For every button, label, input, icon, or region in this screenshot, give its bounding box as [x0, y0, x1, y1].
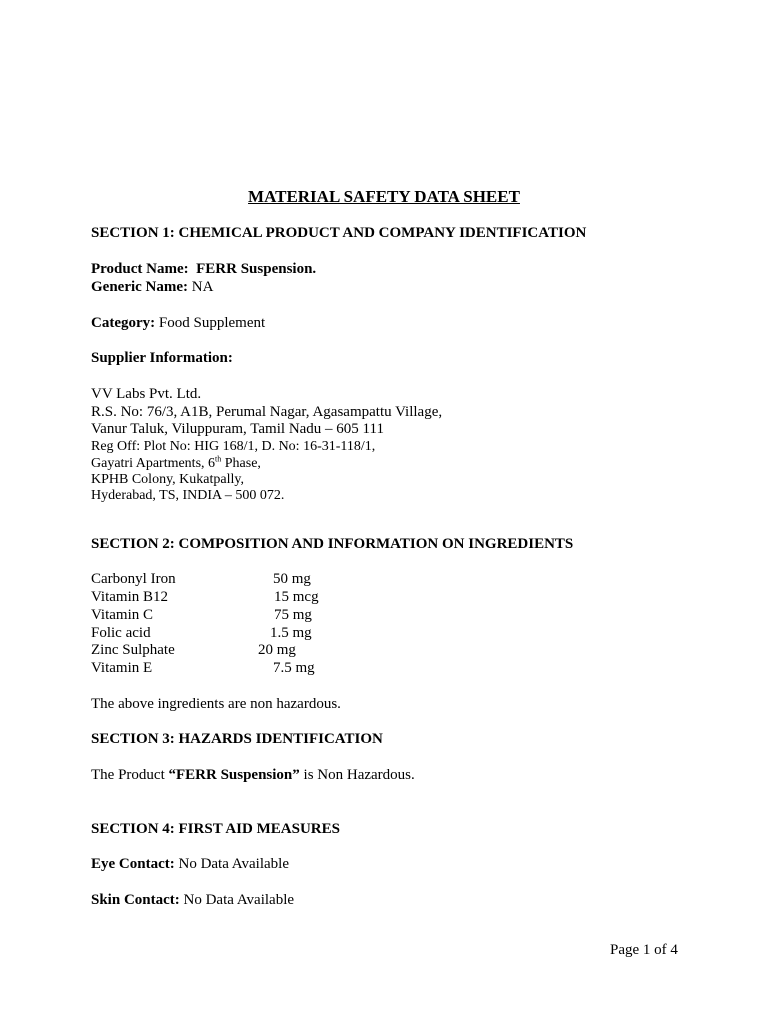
ordinal-suffix: th [215, 454, 222, 464]
gayatri-prefix: Gayatri Apartments, 6 [91, 456, 216, 471]
reg-office-line: Reg Off: Plot No: HIG 168/1, D. No: 16-31-118/1, [91, 439, 376, 454]
ingredient-amount: 7.5 mg [273, 660, 315, 676]
section1-heading: SECTION 1: CHEMICAL PRODUCT AND COMPANY IDENTIFICATION [91, 225, 587, 241]
hazard-suffix: is Non Hazardous. [299, 767, 415, 783]
gayatri-suffix: Phase, [221, 456, 261, 471]
ingredient-amount: 75 mg [274, 607, 312, 623]
hazard-statement [91, 768, 415, 783]
ingredient-name: Folic acid [91, 625, 151, 641]
ingredient-name: Vitamin B12 [91, 589, 169, 605]
section2-heading: SECTION 2: COMPOSITION AND INFORMATION ON INGREDIENTS [91, 536, 574, 552]
section4-heading: SECTION 4: FIRST AID MEASURES [91, 821, 340, 837]
skin-contact-row [91, 893, 294, 908]
ingredient-amount: 15 mcg [274, 589, 319, 605]
hazard-product-name: “FERR Suspension” [168, 767, 300, 783]
section3-heading: SECTION 3: HAZARDS IDENTIFICATION [91, 731, 383, 747]
generic-name-value: NA [191, 279, 214, 295]
gayatri-line [91, 454, 261, 471]
ingredient-name: Vitamin E [91, 660, 153, 676]
category-row [91, 316, 265, 331]
ingredient-name: Vitamin C [91, 607, 154, 623]
ingredient-name: Carbonyl Iron [91, 571, 176, 587]
hyderabad-line: Hyderabad, TS, INDIA – 500 072. [91, 488, 285, 503]
hazard-prefix: The Product [91, 767, 169, 783]
generic-name-row [91, 280, 213, 295]
eye-contact-label: Eye Contact: [91, 856, 175, 872]
supplier-heading: Supplier Information: [91, 350, 233, 366]
eye-contact-value: No Data Available [178, 856, 289, 872]
address-line-1: R.S. No: 76/3, A1B, Perumal Nagar, Agasampattu Village, [91, 404, 443, 420]
address-line-2: Vanur Taluk, Viluppuram, Tamil Nadu – 605 111 [91, 421, 384, 437]
product-name-label: Product Name: [91, 261, 189, 277]
product-name-value: FERR Suspension. [196, 261, 317, 277]
product-name-row [91, 262, 316, 277]
ingredient-amount: 20 mg [258, 642, 296, 658]
company-name: VV Labs Pvt. Ltd. [91, 386, 202, 402]
skin-contact-label: Skin Contact: [91, 892, 180, 908]
category-value: Food Supplement [158, 315, 266, 331]
document-title: MATERIAL SAFETY DATA SHEET [248, 187, 520, 206]
ingredients-note: The above ingredients are non hazardous. [91, 696, 341, 712]
ingredient-amount: 1.5 mg [270, 625, 312, 641]
ingredient-name: Zinc Sulphate [91, 642, 175, 658]
category-label: Category: [91, 315, 156, 331]
kphb-line: KPHB Colony, Kukatpally, [91, 472, 244, 487]
page-number: Page 1 of 4 [610, 942, 678, 958]
skin-contact-value: No Data Available [183, 892, 295, 908]
generic-name-label: Generic Name: [91, 279, 189, 295]
ingredient-amount: 50 mg [273, 571, 311, 587]
eye-contact-row [91, 857, 289, 872]
